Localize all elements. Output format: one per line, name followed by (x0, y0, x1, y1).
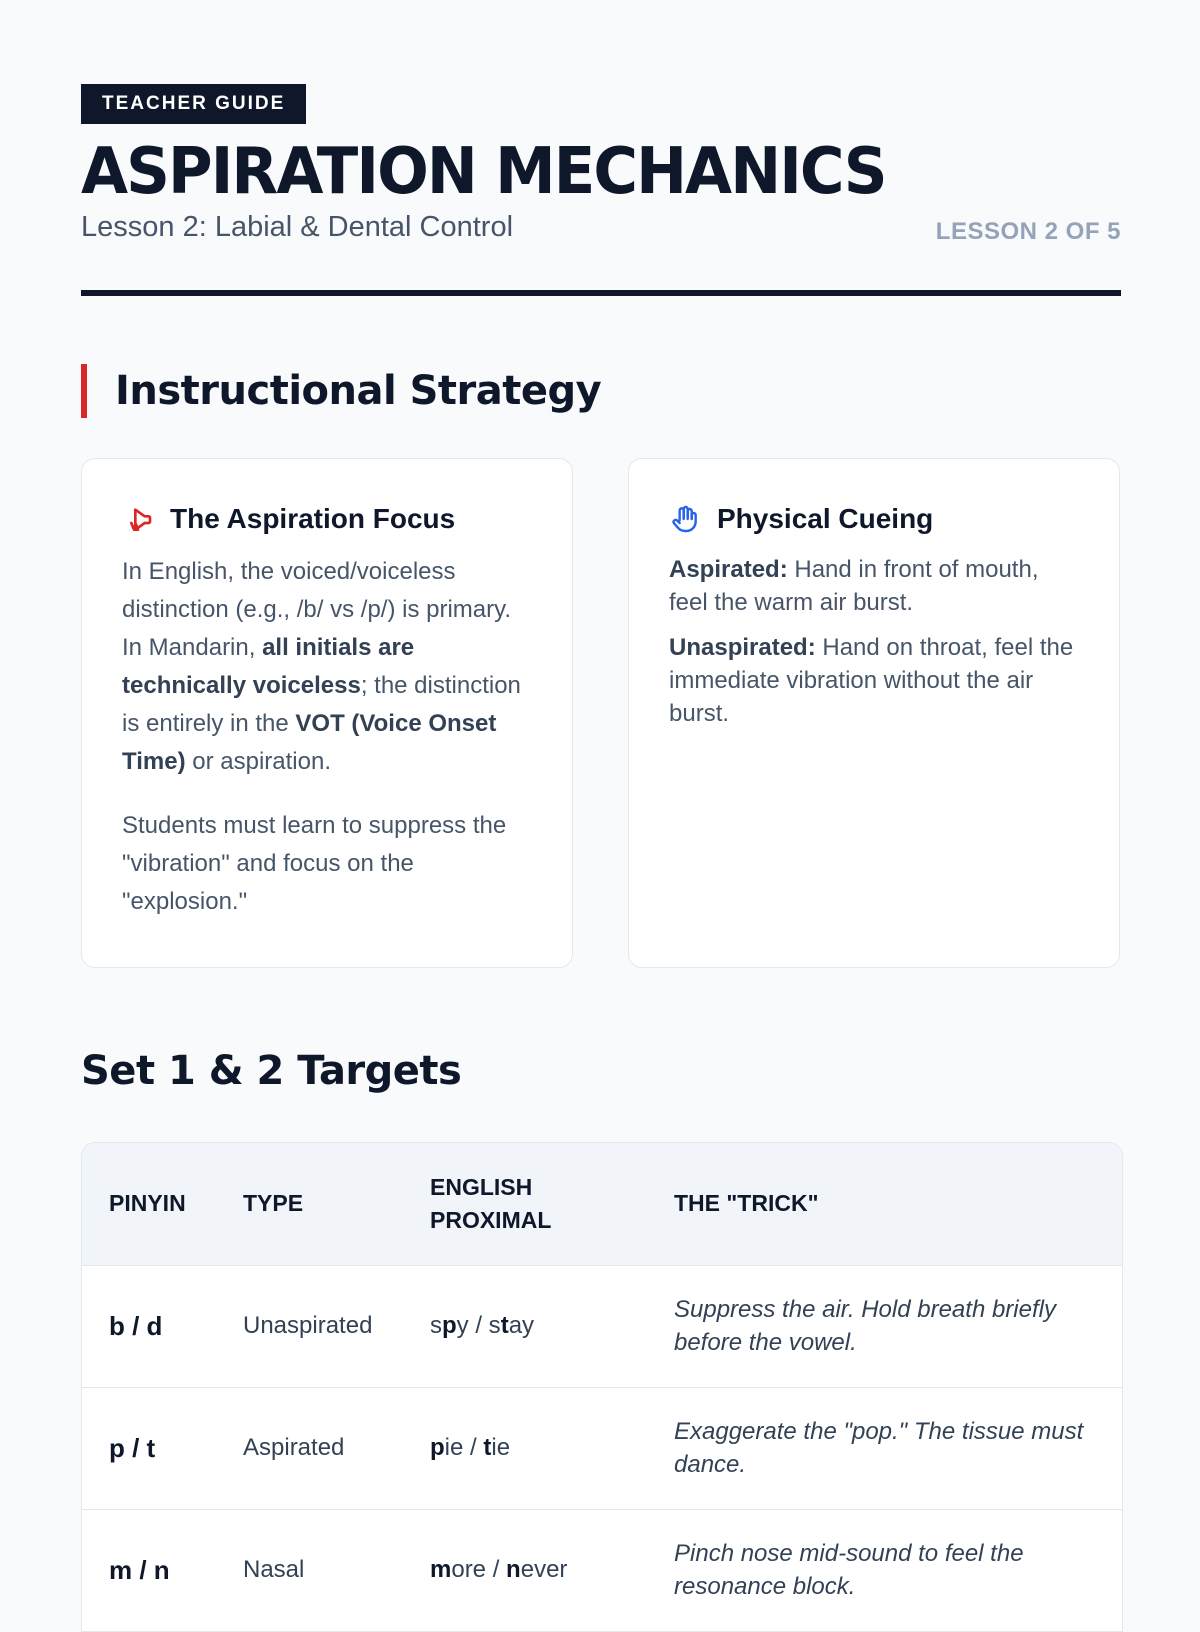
table-row (82, 1509, 1122, 1631)
type-cell: Nasal (243, 1556, 305, 1584)
highlighted-letter: p (442, 1312, 457, 1339)
lesson-subtitle: Lesson 2: Labial & Dental Control (81, 211, 514, 243)
type-cell: Unaspirated (243, 1312, 373, 1339)
aspirated-label: Aspirated: (669, 556, 788, 583)
page-title: ASPIRATION MECHANICS (81, 135, 886, 209)
targets-section-title: Set 1 & 2 Targets (81, 1048, 462, 1094)
highlighted-letter: t (483, 1434, 492, 1461)
english-proximal-cell (403, 1265, 647, 1387)
text-run: ay (508, 1312, 535, 1339)
text-run: ie / (444, 1434, 484, 1461)
trick-cell: Pinch nose mid-sound to feel the resonance block. (674, 1540, 1024, 1601)
accent-bar (81, 364, 87, 418)
text-run: or aspiration. (185, 748, 331, 775)
text-run: ie (491, 1434, 511, 1461)
header-divider (81, 290, 1121, 296)
column-header-type: TYPE (243, 1190, 304, 1217)
strategy-section-title: Instructional Strategy (115, 368, 602, 414)
text-run: ever (520, 1556, 568, 1584)
highlighted-letter: t (500, 1312, 509, 1339)
text-run: s (430, 1312, 442, 1339)
highlighted-letter: p (430, 1434, 445, 1461)
unaspirated-text: Hand on throat, feel the immediate vibration without the air burst. (669, 634, 1074, 727)
english-proximal-cell (403, 1509, 647, 1631)
unaspirated-label: Unaspirated: (669, 634, 816, 661)
card-header (669, 503, 1079, 535)
strategy-section-heading (81, 364, 601, 418)
aspiration-focus-card (81, 458, 573, 968)
targets-table (81, 1142, 1123, 1632)
pinyin-cell: m / n (109, 1554, 170, 1585)
text-run: In English, the voiced/voiceless distinction (e.g., /b/ vs /p/) is primary. In Mandarin, (122, 558, 512, 661)
emphasis-voiceless: all initials are technically voiceless (122, 634, 415, 699)
lesson-progress-label: LESSON 2 OF 5 (935, 218, 1121, 245)
megaphone-icon (122, 503, 154, 535)
card-body (122, 553, 532, 921)
focus-paragraph (122, 553, 532, 781)
teacher-guide-badge: TEACHER GUIDE (81, 84, 306, 124)
card-title: Physical Cueing (717, 503, 934, 534)
card-header (122, 503, 532, 535)
table-header-row (82, 1143, 1122, 1265)
column-header-english-proximal: ENGLISH PROXIMAL (430, 1173, 552, 1233)
card-body (669, 553, 1079, 730)
table-row (82, 1265, 1122, 1387)
hand-icon (669, 503, 701, 535)
highlighted-letter: n (506, 1556, 521, 1584)
table-body (82, 1265, 1122, 1631)
focus-paragraph-2: Students must learn to suppress the "vibration" and focus on the "explosion." (122, 812, 507, 915)
english-proximal-cell (403, 1387, 647, 1509)
highlighted-letter: m (430, 1556, 452, 1584)
pinyin-cell: p / t (109, 1432, 156, 1463)
text-run: ; the distinction is entirely in the (122, 672, 521, 737)
aspirated-cue (669, 553, 1079, 619)
pinyin-cell: b / d (109, 1310, 163, 1341)
trick-cell: Suppress the air. Hold breath briefly before the vowel. (674, 1296, 1056, 1356)
text-run: y / s (456, 1312, 501, 1339)
text-run: ore / (451, 1556, 507, 1584)
aspirated-text: Hand in front of mouth, feel the warm air burst. (669, 556, 1039, 616)
table-row (82, 1387, 1122, 1509)
physical-cueing-card (628, 458, 1120, 968)
type-cell: Aspirated (243, 1434, 345, 1461)
unaspirated-cue (669, 631, 1079, 730)
column-header-trick: THE "TRICK" (674, 1190, 819, 1217)
column-header-pinyin: PINYIN (109, 1190, 186, 1217)
trick-cell: Exaggerate the "pop." The tissue must dance. (674, 1418, 1084, 1478)
emphasis-vot: VOT (Voice Onset Time) (122, 710, 497, 775)
card-title: The Aspiration Focus (170, 503, 456, 534)
